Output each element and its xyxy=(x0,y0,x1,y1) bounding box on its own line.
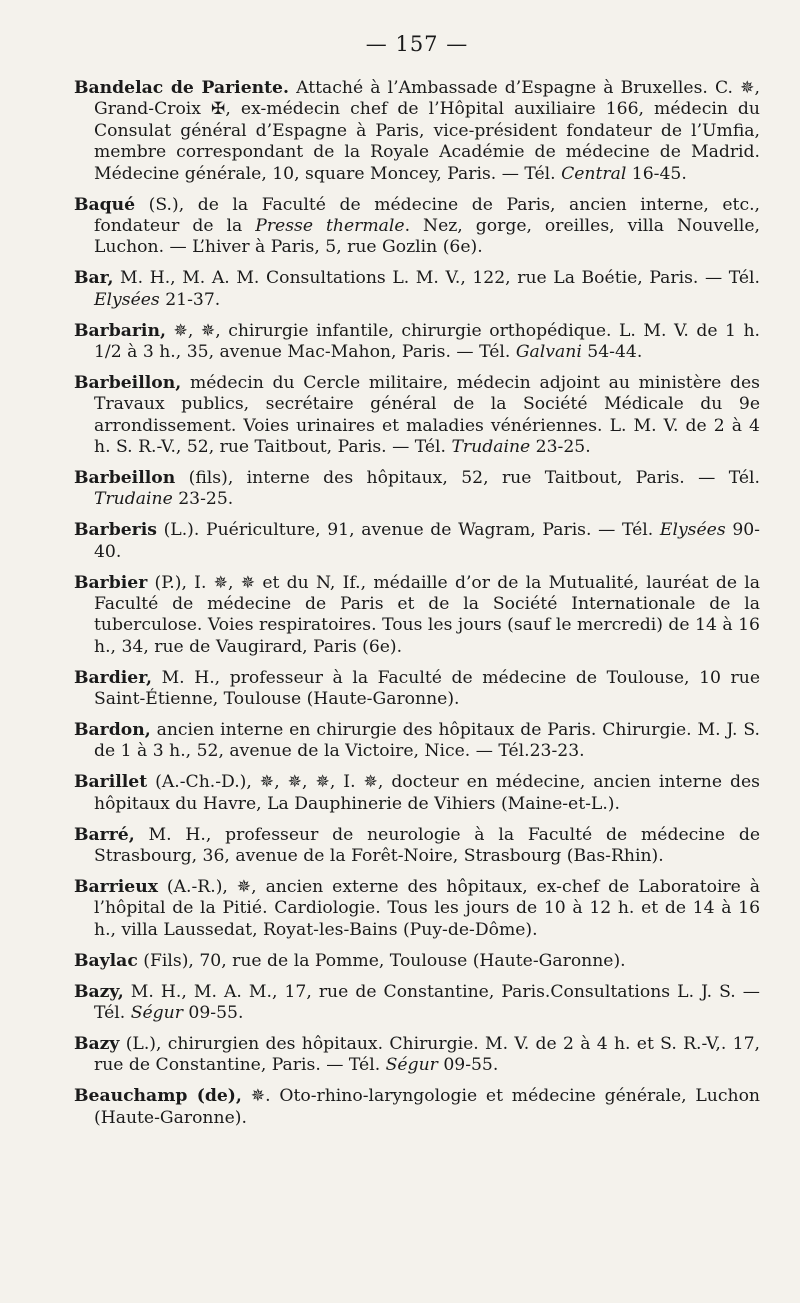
entry-name: Barberis xyxy=(74,520,157,541)
entry-text: 09-55. xyxy=(437,1055,499,1076)
entry-text: ✵, ✵, chirurgie infantile, chirurgie orthopédique. L. M. V. de 1 h. 1/2 à 3 h., 35, avenue Mac-Mahon, Paris. — Tél. xyxy=(94,320,760,362)
entry-text: M. H., M. A. M., 17, rue de Constantine, Paris.Consultations L. J. S. — Tél. xyxy=(94,981,760,1024)
directory-entry xyxy=(74,1034,760,1077)
entry-text: (P.), I. ✵, ✵ et du N, If., médaille d’or de la Mutualité, lauréat de la Faculté de médecine de Paris et de la Société Internationale de la tuberculose. Voies respiratoires. Tous les jours (sauf le mercredi) de 14 à 16 h., 34, rue de Vaugirard, Paris (6e). xyxy=(94,572,760,657)
entry-italic-text: Trudaine xyxy=(94,489,173,510)
directory-entry xyxy=(74,268,760,311)
entry-text: médecin du Cercle militaire, médecin adjoint au ministère des Travaux publics, secrétaire général de la Société Médicale du 9e arrondissement. Voies urinaires et maladies vénériennes. L. M. V. de 2 à 4 h. S. R.-V., 52, rue Taitbout, Paris. — Tél. xyxy=(94,372,760,458)
entry-name: Barbeillon xyxy=(74,468,176,488)
entry-text: 21-37. xyxy=(159,289,221,310)
entry-name: Beauchamp (de), xyxy=(74,1086,242,1107)
entry-name: Baylac xyxy=(74,950,138,971)
entry-name: Barbarin, xyxy=(74,320,166,341)
entry-italic-text: Trudaine xyxy=(451,437,531,458)
directory-entry xyxy=(74,720,760,763)
entry-italic-text: Ségur xyxy=(385,1055,438,1076)
page-number: — 157 — xyxy=(365,32,469,56)
directory-entry xyxy=(74,1086,760,1129)
directory-entry xyxy=(74,321,760,364)
entry-italic-text: Elysées xyxy=(659,520,726,541)
entry-text: (Fils), 70, rue de la Pomme, Toulouse (Haute-Garonne). xyxy=(137,950,626,971)
entry-text: 54-44. xyxy=(581,341,643,362)
directory-entry xyxy=(74,373,760,459)
entry-text: Attaché à l’Ambassade d’Espagne à Bruxelles. C. ✵, Grand-Croix ✠, ex-médecin chef de l’Hôpital auxiliaire 166, médecin du Consulat général d’Espagne à Paris, vice-président fondateur de l’Umfia, membre correspondant de la Royale Académie de médecine de Madrid. Médecine générale, 10, square Moncey, Paris. — Tél. xyxy=(94,78,760,184)
entry-text: (L.). Puériculture, 91, avenue de Wagram, Paris. — Tél. xyxy=(156,520,660,541)
entry-name: Barillet xyxy=(74,772,148,793)
entry-text: M. H., professeur à la Faculté de médecine de Toulouse, 10 rue Saint-Étienne, Toulouse (Haute-Garonne). xyxy=(94,667,760,710)
entry-text: . Nez, gorge, oreilles, villa Nouvelle, Luchon. — L’hiver à Paris, 5, rue Gozlin (6e). xyxy=(94,215,760,258)
entry-text: ancien interne en chirurgie des hôpitaux de Paris. Chirurgie. M. J. S. de 1 à 3 h., 52, avenue de la Victoire, Nice. — Tél.23-23. xyxy=(94,720,760,762)
entry-text: 23-25. xyxy=(172,489,234,510)
directory-entry xyxy=(74,573,760,659)
directory-entry xyxy=(74,825,760,868)
entry-text: 90-40. xyxy=(94,520,760,562)
entry-text: ✵. Oto-rhino-laryngologie et médecine générale, Luchon (Haute-Garonne). xyxy=(94,1086,760,1128)
entry-text: 16-45. xyxy=(626,163,687,184)
directory-entry xyxy=(74,668,760,711)
directory-entry xyxy=(74,520,760,563)
entry-text: M. H., M. A. M. Consultations L. M. V., 122, rue La Boétie, Paris. — Tél. xyxy=(113,268,760,289)
directory-entry xyxy=(74,877,760,941)
entry-name: Bar, xyxy=(74,268,114,289)
entry-italic-text: Elysées xyxy=(94,289,160,310)
entry-italic-text: Central xyxy=(561,163,627,184)
entry-italic-text: Presse thermale xyxy=(255,215,405,236)
directory-entry xyxy=(74,982,760,1025)
directory-entry xyxy=(74,772,760,815)
entry-text: (S.), de la Faculté de médecine de Paris, ancien interne, etc., fondateur de la xyxy=(94,194,760,236)
entry-name: Barbeillon, xyxy=(74,372,182,393)
entry-text: (A.-Ch.-D.), ✵, ✵, ✵, I. ✵, docteur en médecine, ancien interne des hôpitaux du Havre, La Dauphinerie de Vihiers (Maine-et-L.). xyxy=(94,772,760,814)
entry-text: (L.), chirurgien des hôpitaux. Chirurgie. M. V. de 2 à 4 h. et S. R.-V,. 17, rue de Constantine, Paris. — Tél. xyxy=(94,1033,760,1076)
entry-name: Bazy, xyxy=(74,981,124,1002)
entry-text: M. H., professeur de neurologie à la Faculté de médecine de Strasbourg, 36, avenue de la Forêt-Noire, Strasbourg (Bas-Rhin). xyxy=(94,824,760,867)
directory-entry xyxy=(74,468,760,511)
entry-text: 23-25. xyxy=(530,437,591,458)
entry-name: Baqué xyxy=(74,194,136,215)
entry-list xyxy=(74,78,760,1129)
directory-entry xyxy=(74,951,760,972)
entry-italic-text: Ségur xyxy=(130,1003,183,1024)
entry-text: 09-55. xyxy=(182,1003,244,1024)
entry-text: (fils), interne des hôpitaux, 52, rue Taitbout, Paris. — Tél. xyxy=(175,468,760,488)
entry-italic-text: Galvani xyxy=(515,341,582,362)
entry-name: Barré, xyxy=(74,824,135,845)
directory-entry xyxy=(74,78,760,185)
entry-name: Barbier xyxy=(74,572,148,593)
entry-text: (A.-R.), ✵, ancien externe des hôpitaux, ex-chef de Laboratoire à l’hôpital de la Pitié. Cardiologie. Tous les jours de 10 à 12 h. et de 14 à 16 h., villa Laussedat, Royat-les-Bains (Puy-de-Dôme). xyxy=(94,877,760,940)
directory-entry xyxy=(74,195,760,259)
entry-name: Bandelac de Pariente. xyxy=(74,78,289,98)
entry-name: Bardon, xyxy=(74,720,151,741)
entry-name: Bazy xyxy=(74,1033,120,1054)
entry-name: Barrieux xyxy=(74,877,158,897)
entry-name: Bardier, xyxy=(74,667,152,688)
